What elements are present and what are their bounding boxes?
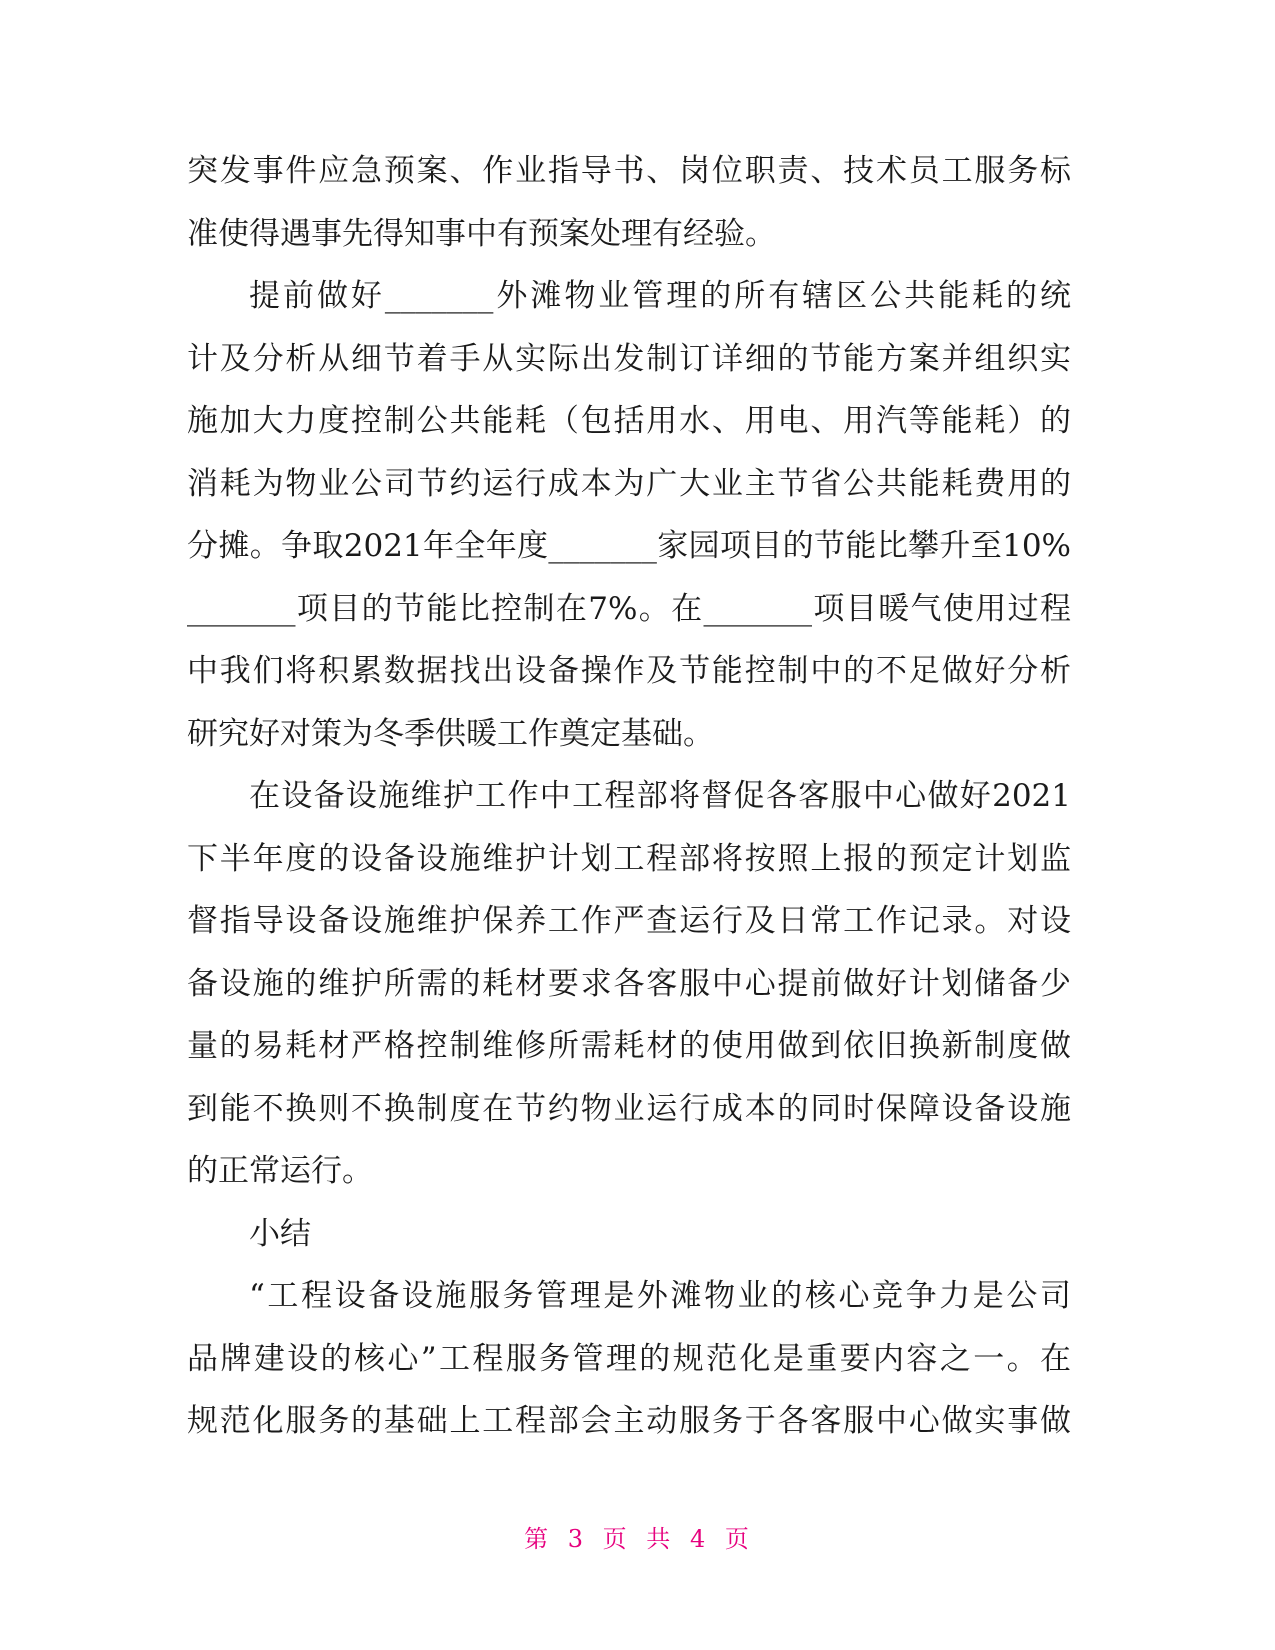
text-line: 督指导设备设施维护保养工作严查运行及日常工作记录。对设 <box>187 903 1071 939</box>
text-line: 消耗为物业公司节约运行成本为广大业主节省公共能耗费用的 <box>187 465 1071 502</box>
text-line: 量的易耗材严格控制维修所需耗材的使用做到依旧换新制度做 <box>187 1028 1071 1064</box>
document-body <box>187 140 1071 1453</box>
text-line: 到能不换则不换制度在节约物业运行成本的同时保障设备设施 <box>187 1090 1071 1127</box>
text-line: 突发事件应急预案、作业指导书、岗位职责、技术员工服务标 <box>187 153 1071 189</box>
paragraph-start-line: 在设备设施维护工作中工程部将督促各客服中心做好2021 <box>249 778 1071 814</box>
page-number-footer: 第 3 页 共 4 页 <box>524 1525 751 1553</box>
text-line: 品牌建设的核心”工程服务管理的规范化是重要内容之一。在 <box>187 1340 1071 1377</box>
text-line: 研究好对策为冬季供暖工作奠定基础。 <box>187 715 714 752</box>
text-line: _______项目的节能比控制在7%。在_______项目暖气使用过程 <box>187 590 1071 627</box>
paragraph-start-line: 提前做好_______外滩物业管理的所有辖区公共能耗的统 <box>249 278 1071 314</box>
text-line: 分摊。争取2021年全年度_______家园项目的节能比攀升至10% <box>187 528 1071 564</box>
section-heading: 小结 <box>249 1215 311 1252</box>
text-line: 准使得遇事先得知事中有预案处理有经验。 <box>187 215 776 252</box>
text-line: 的正常运行。 <box>187 1153 373 1189</box>
text-line: 规范化服务的基础上工程部会主动服务于各客服中心做实事做 <box>187 1403 1071 1439</box>
text-line: 中我们将积累数据找出设备操作及节能控制中的不足做好分析 <box>187 653 1071 689</box>
text-line: 下半年度的设备设施维护计划工程部将按照上报的预定计划监 <box>187 840 1071 877</box>
paragraph-start-line: “工程设备设施服务管理是外滩物业的核心竞争力是公司 <box>249 1278 1071 1314</box>
text-line: 计及分析从细节着手从实际出发制订详细的节能方案并组织实 <box>187 340 1071 377</box>
text-line: 备设施的维护所需的耗材要求各客服中心提前做好计划储备少 <box>187 965 1071 1002</box>
text-line: 施加大力度控制公共能耗（包括用水、用电、用汽等能耗）的 <box>187 403 1071 439</box>
